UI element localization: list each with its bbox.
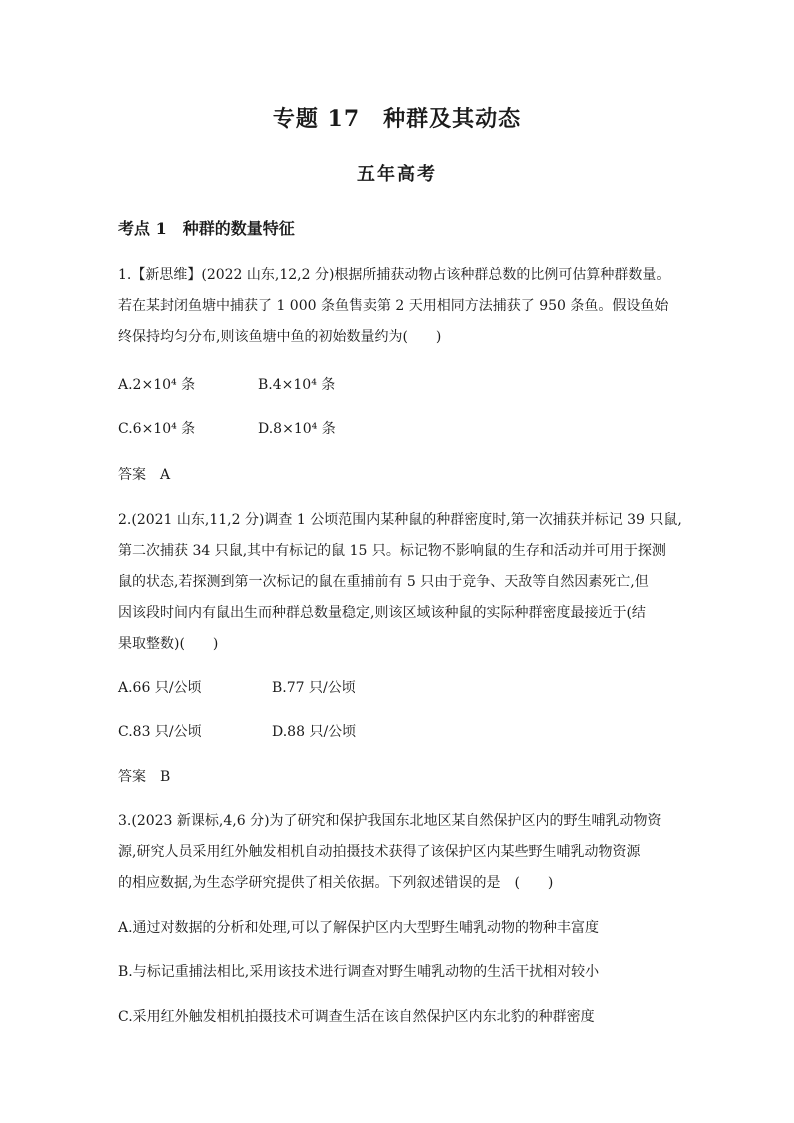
answer-value: B	[160, 769, 171, 785]
question-2-line: 第二次捕获 34 只鼠,其中有标记的鼠 15 只。标记物不影响鼠的生存和活动并可用于探测	[118, 543, 666, 559]
question-3-line: 的相应数据,为生态学研究提供了相关依据。下列叙述错误的是 ( )	[118, 875, 554, 891]
question-3-statement-a: A.通过对数据的分析和处理,可以了解保护区内大型野生哺乳动物的物种丰富度	[118, 920, 600, 936]
question-1-stem	[118, 260, 690, 353]
section-heading: 考点 1 种群的数量特征	[118, 219, 295, 238]
question-3-line: 源,研究人员采用红外触发相机自动拍摄技术获得了该保护区内某些野生哺乳动物资源	[118, 844, 641, 860]
question-1-line: 若在某封闭鱼塘中捕获了 1 000 条鱼售卖第 2 天用相同方法捕获了 950 条鱼。假设鱼始	[118, 298, 669, 314]
question-2-line: 因该段时间内有鼠出生而种群总数量稳定,则该区域该种鼠的实际种群密度最接近于(结	[118, 605, 646, 621]
answer-label: 答案	[118, 467, 146, 483]
question-1-line: 终保持均匀分布,则该鱼塘中鱼的初始数量约为( )	[118, 329, 442, 345]
question-3-statement-b: B.与标记重捕法相比,采用该技术进行调查对野生哺乳动物的生活干扰相对较小	[118, 964, 600, 980]
page-title: 专题 17 种群及其动态	[272, 106, 522, 132]
question-2-option-b: B.77 只/公顷	[272, 680, 356, 696]
question-3-stem	[118, 806, 690, 899]
question-3-statement-c: C.采用红外触发相机拍摄技术可调查生活在该自然保护区内东北豹的种群密度	[118, 1009, 595, 1025]
question-2-option-d: D.88 只/公顷	[272, 724, 357, 740]
question-1-option-a: A.2×10⁴ 条	[118, 377, 196, 393]
question-1-option-c: C.6×10⁴ 条	[118, 421, 196, 437]
question-1-line: 1.【新思维】(2022 山东,12,2 分)根据所捕获动物占该种群总数的比例可估算种群数量。	[118, 267, 671, 283]
question-1-option-d: D.8×10⁴ 条	[258, 421, 336, 437]
question-2-stem	[118, 505, 690, 660]
question-2-option-c: C.83 只/公顷	[118, 724, 202, 740]
question-2-answer	[118, 766, 170, 786]
question-3-line: 3.(2023 新课标,4,6 分)为了研究和保护我国东北地区某自然保护区内的野生哺乳动物资	[118, 813, 662, 829]
answer-label: 答案	[118, 769, 146, 785]
answer-value: A	[160, 467, 171, 483]
question-1-option-b: B.4×10⁴ 条	[258, 377, 336, 393]
question-2-option-a: A.66 只/公顷	[118, 680, 202, 696]
question-1-answer	[118, 464, 170, 484]
question-2-line: 果取整数)( )	[118, 636, 219, 652]
question-2-line: 鼠的状态,若探测到第一次标记的鼠在重捕前有 5 只由于竞争、天敌等自然因素死亡,但	[118, 574, 649, 590]
page-subtitle: 五年高考	[357, 164, 437, 185]
question-2-line: 2.(2021 山东,11,2 分)调查 1 公顷范围内某种鼠的种群密度时,第一次捕获并标记 39 只鼠,	[118, 512, 682, 528]
